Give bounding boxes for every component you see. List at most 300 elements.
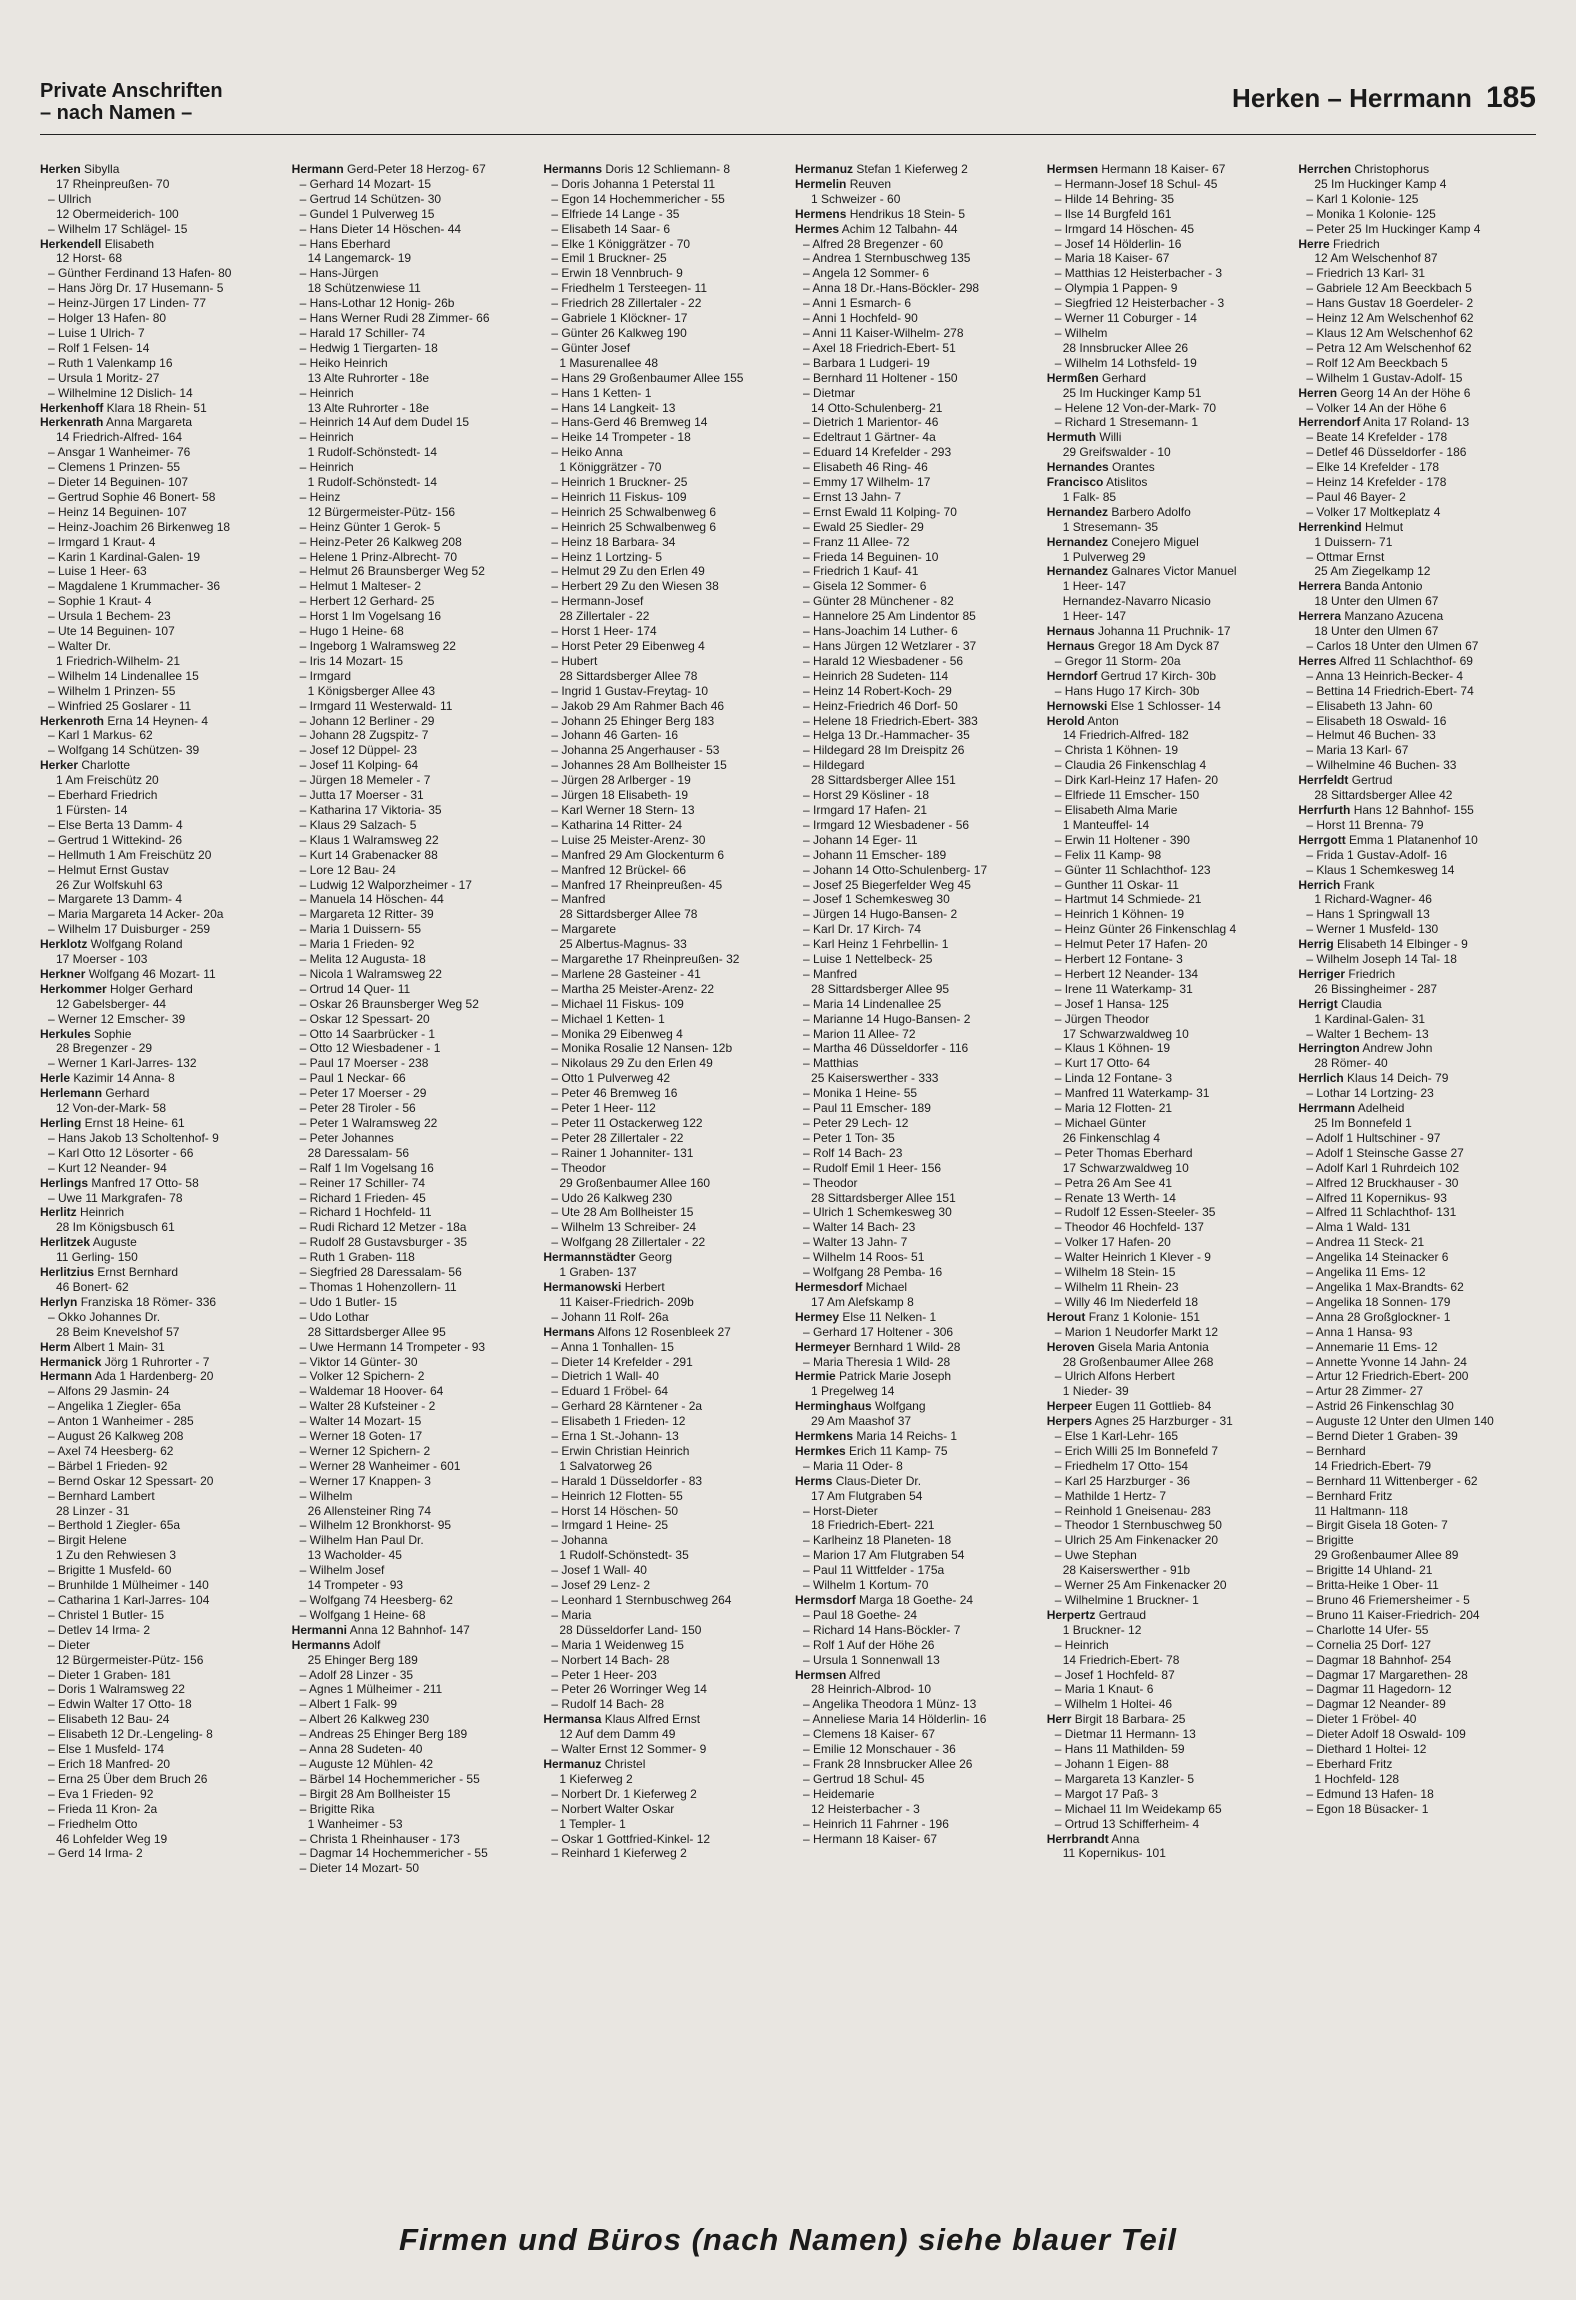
directory-entry: 28 Kaiserswerther - 91b <box>1062 1563 1191 1578</box>
directory-entry: – Elke 1 Königgrätzer - 70 <box>551 236 691 251</box>
directory-entry: – Eberhard Friedrich <box>48 788 158 803</box>
directory-entry: Hermann Ada 1 Hardenberg- 20 <box>40 1369 214 1384</box>
directory-entry: – Bruno 11 Kaiser-Friedrich- 204 <box>1306 1607 1480 1622</box>
surname: Hermes <box>795 221 840 236</box>
surname: Herrgott <box>1298 832 1346 847</box>
surname: Herkendell <box>40 236 102 251</box>
directory-entry: 1 Königsberger Allee 43 <box>307 683 436 698</box>
directory-entry: Herlemann Gerhard <box>40 1086 150 1101</box>
directory-entry: Herrig Elisabeth 14 Elbinger - 9 <box>1298 937 1468 952</box>
directory-entry: – Anna 13 Heinrich-Becker- 4 <box>1306 668 1464 683</box>
directory-entry: – Oskar 26 Braunsberger Weg 52 <box>299 996 479 1011</box>
directory-entry: – Wilhelm 1 Kortum- 70 <box>803 1578 929 1593</box>
directory-entry: – Rudi Richard 12 Metzer - 18a <box>299 1220 467 1235</box>
directory-entry: – Angelika 1 Max-Brandts- 62 <box>1306 1279 1464 1294</box>
surname: Hermansa <box>543 1712 602 1727</box>
directory-entry: 17 Rheinpreußen- 70 <box>56 176 170 191</box>
directory-entry: – Walter Dr. <box>48 639 111 653</box>
surname: Herndorf <box>1046 668 1098 683</box>
directory-entry: – Marion 17 Am Flutgraben 54 <box>803 1548 965 1563</box>
directory-entry: – Emilie 12 Monschauer - 36 <box>803 1742 956 1757</box>
directory-entry: – Erwin 18 Vennbruch- 9 <box>551 266 683 281</box>
directory-entry: – Lore 12 Bau- 24 <box>299 862 396 877</box>
directory-entry: – Mathilde 1 Hertz- 7 <box>1054 1488 1167 1503</box>
directory-entry: – Johanna <box>551 1533 608 1548</box>
directory-entry: 1 Pulverweg 29 <box>1062 549 1146 564</box>
directory-entry: Herrera Manzano Azucena <box>1298 609 1444 624</box>
surname: Hermey <box>795 1309 840 1324</box>
directory-entry: – Magdalene 1 Krummacher- 36 <box>48 579 221 594</box>
directory-entry: – Dagmar 11 Hagedorn- 12 <box>1306 1682 1452 1697</box>
directory-entry: – Heinrich <box>299 460 354 475</box>
directory-entry: Hermie Patrick Marie Joseph <box>795 1369 952 1384</box>
directory-entry: 26 Zur Wolfskuhl 63 <box>56 877 163 892</box>
directory-entry: – Angelika 11 Ems- 12 <box>1306 1265 1426 1280</box>
surname: Herrchen <box>1298 162 1352 176</box>
directory-entry: – Doris Johanna 1 Peterstal 11 <box>551 176 716 191</box>
directory-entry: 28 Sittardsberger Allee 78 <box>559 907 698 922</box>
directory-entry: – Heinz-Jürgen 17 Linden- 77 <box>48 296 207 311</box>
directory-entry: – Ansgar 1 Wanheimer- 76 <box>48 445 191 460</box>
directory-entry: 14 Friedrich-Ebert- 78 <box>1062 1652 1180 1667</box>
surname: Herminghaus <box>795 1399 872 1414</box>
directory-entry: – Okko Johannes Dr. <box>48 1309 161 1324</box>
directory-entry: – Heinz <box>299 489 341 504</box>
directory-entry: – Werner 1 Musfeld- 130 <box>1306 922 1439 937</box>
directory-entry: 28 Zillertaler - 22 <box>559 609 650 624</box>
directory-entry: – Edmund 13 Hafen- 18 <box>1306 1786 1434 1801</box>
directory-entry: – August 26 Kalkweg 208 <box>48 1429 184 1444</box>
directory-entry: – Werner 25 Am Finkenacker 20 <box>1054 1578 1227 1593</box>
directory-entry: – Helmut 46 Buchen- 33 <box>1306 728 1436 743</box>
directory-entry: – Brigitte 14 Uhland- 21 <box>1306 1563 1433 1578</box>
directory-entry: 25 Albertus-Magnus- 33 <box>559 937 687 952</box>
directory-entry: – Kurt 14 Grabenacker 88 <box>299 847 438 862</box>
directory-entry: – Norbert Walter Oskar <box>551 1801 675 1816</box>
directory-entry: – Waldemar 18 Hoover- 64 <box>299 1384 444 1399</box>
directory-entry: – Werner 11 Coburger - 14 <box>1054 311 1197 326</box>
section-label-line1: Private Anschriften <box>40 80 223 102</box>
surname: Herrera <box>1298 579 1342 594</box>
directory-entry: – Michael 11 Fiskus- 109 <box>551 996 684 1011</box>
directory-entry: Hermanuz Stefan 1 Kieferweg 2 <box>795 162 968 176</box>
directory-entry: – Johann 1 Eigen- 88 <box>1054 1756 1169 1771</box>
surname: Hermannstädter <box>543 1250 636 1265</box>
directory-entry: – Friedhelm 17 Otto- 154 <box>1054 1458 1189 1473</box>
directory-entry: – Angelika 14 Steinacker 6 <box>1306 1250 1449 1265</box>
directory-entry: 46 Lohfelder Weg 19 <box>56 1831 168 1846</box>
directory-entry: – Richard 1 Frieden- 45 <box>299 1190 426 1205</box>
directory-entry: – Horst 29 Kösliner - 18 <box>803 788 930 803</box>
directory-entry: – Elisabeth 12 Dr.-Lengeling- 8 <box>48 1727 213 1742</box>
directory-entry: 12 Am Welschenhof 87 <box>1314 251 1438 266</box>
directory-entry: – Friedrich 28 Zillertaler - 22 <box>551 296 702 311</box>
directory-entry: – Cornelia 25 Dorf- 127 <box>1306 1637 1432 1652</box>
directory-entry: Hernowski Else 1 Schlosser- 14 <box>1046 698 1221 713</box>
directory-entry: Herpers Agnes 25 Harzburger - 31 <box>1046 1414 1233 1429</box>
directory-entry: Hermßen Gerhard <box>1046 370 1147 385</box>
directory-entry: – Britta-Heike 1 Ober- 11 <box>1306 1578 1439 1593</box>
directory-entry: – Peter 26 Worringer Weg 14 <box>551 1682 707 1697</box>
directory-entry: – Uwe 11 Markgrafen- 78 <box>48 1190 183 1205</box>
directory-entry: 1 Bruckner- 12 <box>1062 1622 1142 1637</box>
directory-entry: – Peter 29 Lech- 12 <box>803 1116 909 1130</box>
directory-entry: – Heike 14 Trompeter - 18 <box>551 430 691 445</box>
directory-entry: 17 Schwarzwaldweg 10 <box>1062 1160 1189 1175</box>
surname: Hernandes <box>1046 460 1109 475</box>
directory-entry: – Katharina 14 Ritter- 24 <box>551 817 683 832</box>
directory-entry: – Wilhelm 17 Duisburger - 259 <box>48 922 211 937</box>
directory-entry: – Heinz Günter 1 Gerok- 5 <box>299 519 441 534</box>
directory-entry: – Margarethe 17 Rheinpreußen- 32 <box>551 952 740 967</box>
directory-entry: – Friedrich 1 Kauf- 41 <box>803 564 919 579</box>
directory-entry: – Anni 11 Kaiser-Wilhelm- 278 <box>803 325 964 340</box>
directory-entry: – Hellmuth 1 Am Freischütz 20 <box>48 847 212 862</box>
directory-entry: Hermens Hendrikus 18 Stein- 5 <box>795 206 966 221</box>
surname: Herrigt <box>1298 996 1338 1011</box>
directory-entry: 28 Innsbrucker Allee 26 <box>1062 340 1189 355</box>
directory-entry: – Günter 11 Schlachthof- 123 <box>1054 862 1211 877</box>
surname: Hermkes <box>795 1443 846 1458</box>
directory-entry: – Peter 17 Moerser - 29 <box>299 1086 427 1101</box>
surname: Herling <box>40 1116 82 1130</box>
surname: Hermanick <box>40 1354 102 1369</box>
directory-entry: – Brunhilde 1 Mülheimer - 140 <box>48 1578 209 1593</box>
surname: Herrera <box>1298 609 1342 624</box>
directory-entry: – Iris 14 Mozart- 15 <box>299 653 404 668</box>
directory-entry: – Brigitte 1 Musfeld- 60 <box>48 1563 172 1578</box>
directory-entry: – Beate 14 Krefelder - 178 <box>1306 430 1448 445</box>
directory-entry: – Alfred 11 Kopernikus- 93 <box>1306 1190 1447 1205</box>
directory-entry: – Helmut 26 Braunsberger Weg 52 <box>299 564 485 579</box>
directory-entry: – Adolf 1 Steinsche Gasse 27 <box>1306 1145 1464 1160</box>
surname: Herpertz <box>1046 1607 1096 1622</box>
directory-entry: – Helene 12 Von-der-Mark- 70 <box>1054 400 1217 415</box>
surname: Herkenrath <box>40 415 104 430</box>
directory-entry: – Clemens 18 Kaiser- 67 <box>803 1727 936 1742</box>
directory-entry: – Walter 1 Bechem- 13 <box>1306 1026 1429 1041</box>
directory-entry: – Maria 1 Frieden- 92 <box>299 937 415 952</box>
directory-entry: – Johann 46 Garten- 16 <box>551 728 679 743</box>
directory-entry: – Dieter <box>48 1637 91 1652</box>
directory-entry: – Bruno 46 Friemersheimer - 5 <box>1306 1593 1470 1607</box>
directory-entry: – Friedhelm 1 Tersteegen- 11 <box>551 281 707 296</box>
surname: Hermsen <box>1046 162 1099 176</box>
directory-entry: 1 Hochfeld- 128 <box>1314 1771 1400 1786</box>
directory-entry: Herndorf Gertrud 17 Kirch- 30b <box>1046 668 1217 683</box>
directory-entry: – Nicola 1 Walramsweg 22 <box>299 966 442 981</box>
directory-entry: – Heinz 14 Beguinen- 107 <box>48 504 187 519</box>
directory-entry: – Adolf Karl 1 Ruhrdeich 102 <box>1306 1160 1460 1175</box>
directory-entry: – Emil 1 Bruckner- 25 <box>551 251 667 266</box>
surname: Herkenhoff <box>40 400 104 415</box>
directory-entry: – Hubert <box>551 653 598 668</box>
directory-entry: – Willy 46 Im Niederfeld 18 <box>1054 1294 1199 1309</box>
directory-entry: – Herbert 12 Gerhard- 25 <box>299 594 435 609</box>
directory-entry: – Peter 25 Im Huckinger Kamp 4 <box>1306 221 1481 236</box>
directory-entry: – Gabriele 12 Am Beeckbach 5 <box>1306 281 1472 296</box>
directory-entry: – Johanna 25 Angerhauser - 53 <box>551 743 720 758</box>
directory-entry: – Andrea 11 Steck- 21 <box>1306 1235 1425 1250</box>
directory-entry: – Gregor 11 Storm- 20a <box>1054 653 1181 668</box>
directory-entry: – Dieter 1 Graben- 181 <box>48 1667 171 1682</box>
directory-entry: – Anna 28 Sudeten- 40 <box>299 1742 423 1757</box>
surname: Herkner <box>40 966 86 981</box>
directory-entry: Hermsen Alfred <box>795 1667 881 1682</box>
directory-entry: – Eva 1 Frieden- 92 <box>48 1786 154 1801</box>
directory-entry: – Klaus 1 Schemkesweg 14 <box>1306 862 1455 877</box>
directory-entry: – Maria 13 Karl- 67 <box>1306 743 1409 758</box>
directory-entry: – Hans 1 Ketten- 1 <box>551 385 652 400</box>
directory-entry: – Heinz Günter 26 Finkenschlag 4 <box>1054 922 1237 937</box>
directory-entry: Hermanns Doris 12 Schliemann- 8 <box>543 162 731 176</box>
directory-entry: – Andrea 1 Sternbuschweg 135 <box>803 251 971 266</box>
directory-entry: – Elisabeth 46 Ring- 46 <box>803 460 928 475</box>
directory-entry: – Rudolf 12 Essen-Steeler- 35 <box>1054 1205 1216 1220</box>
surname: Hermanni <box>291 1622 348 1637</box>
directory-entry: – Otto 14 Saarbrücker - 1 <box>299 1026 436 1041</box>
directory-entry: Hermanns Adolf <box>291 1637 381 1652</box>
surname: Hermkens <box>795 1429 854 1444</box>
surname: Hermelin <box>795 176 847 191</box>
directory-entry: – Luise 25 Meister-Arenz- 30 <box>551 832 706 847</box>
directory-entry: 12 Obermeiderich- 100 <box>56 206 179 221</box>
directory-entry: – Else Berta 13 Damm- 4 <box>48 817 183 832</box>
directory-entry: – Siegfried 28 Daressalam- 56 <box>299 1265 462 1280</box>
directory-entry: – Thomas 1 Hohenzollern- 11 <box>299 1279 457 1294</box>
directory-entry: – Wilhelmine 12 Dislich- 14 <box>48 385 193 400</box>
directory-entry: 1 Königgrätzer - 70 <box>559 460 662 475</box>
directory-entry: – Wilhelm 17 Schlägel- 15 <box>48 221 188 236</box>
directory-entry: – Friedrich 13 Karl- 31 <box>1306 266 1426 281</box>
surname: Herker <box>40 758 79 773</box>
directory-entry: – Uwe Stephan <box>1054 1548 1137 1563</box>
directory-entry: – Hans Jürgen 12 Wetzlarer - 37 <box>803 639 977 653</box>
surname: Hernowski <box>1046 698 1108 713</box>
directory-entry: – Heinrich <box>299 385 354 400</box>
surname: Herle <box>40 1071 71 1086</box>
directory-entry: – Horst 14 Höschen- 50 <box>551 1503 679 1518</box>
directory-entry: Herpertz Gertraud <box>1046 1607 1147 1622</box>
directory-entry: – Bernhard 11 Wittenberger - 62 <box>1306 1473 1478 1488</box>
directory-entry: – Klaus 1 Walramsweg 22 <box>299 832 439 847</box>
directory-entry: – Egon 18 Büsacker- 1 <box>1306 1801 1429 1816</box>
directory-entry: – Annemarie 11 Ems- 12 <box>1306 1339 1438 1354</box>
directory-entry: Herkenrath Anna Margareta <box>40 415 193 430</box>
directory-entry: 46 Bonert- 62 <box>56 1279 129 1294</box>
directory-entry: – Heinrich 14 Auf dem Dudel 15 <box>299 415 470 430</box>
directory-entry: – Heinrich <box>299 430 354 445</box>
directory-entry: 28 Sittardsberger Allee 78 <box>559 668 698 683</box>
page-header <box>40 80 1536 132</box>
directory-entry: – Udo Lothar <box>299 1309 370 1324</box>
directory-entry: – Monika 29 Eibenweg 4 <box>551 1026 683 1041</box>
directory-entry: – Erwin Christian Heinrich <box>551 1443 690 1458</box>
surname: Herrendorf <box>1298 415 1361 430</box>
directory-entry: – Wilhelm <box>1054 325 1108 340</box>
directory-entry: – Heinrich 1 Bruckner- 25 <box>551 475 688 490</box>
directory-entry: – Maria 12 Flotten- 21 <box>1054 1101 1173 1116</box>
directory-entry: Herken Sibylla <box>40 162 120 176</box>
directory-entry: – Richard 1 Hochfeld- 11 <box>299 1205 432 1220</box>
directory-entry: – Karl Dr. 17 Kirch- 74 <box>803 922 922 937</box>
directory-entry: – Wilhelm 18 Stein- 15 <box>1054 1265 1176 1280</box>
directory-entry: 12 Heisterbacher - 3 <box>811 1801 920 1816</box>
column-3 <box>543 162 781 2212</box>
directory-entry: – Berthold 1 Ziegler- 65a <box>48 1518 181 1533</box>
directory-entry: – Dieter 14 Beguinen- 107 <box>48 475 189 490</box>
directory-entry: – Hedwig 1 Tiergarten- 18 <box>299 340 438 355</box>
directory-entry: – Richard 1 Stresemann- 1 <box>1054 415 1199 430</box>
directory-entry: – Ute 14 Beguinen- 107 <box>48 624 175 639</box>
surname: Herrbrandt <box>1046 1831 1109 1846</box>
directory-entry: – Elisabeth 18 Oswald- 16 <box>1306 713 1447 728</box>
directory-entry: – Hans Jakob 13 Scholtenhof- 9 <box>48 1130 219 1145</box>
directory-entry: – Birgit Gisela 18 Goten- 7 <box>1306 1518 1448 1533</box>
directory-entry: 25 Im Bonnefeld 1 <box>1314 1116 1412 1130</box>
directory-entry: – Dietrich 1 Wall- 40 <box>551 1369 659 1384</box>
directory-entry: – Albert 1 Falk- 99 <box>299 1697 398 1712</box>
directory-entry: – Wilhelm 14 Lothsfeld- 19 <box>1054 355 1197 370</box>
directory-entry: – Angelika 1 Ziegler- 65a <box>48 1399 181 1414</box>
directory-entry: – Dagmar 18 Bahnhof- 254 <box>1306 1652 1452 1667</box>
directory-entry: – Renate 13 Werth- 14 <box>1054 1190 1176 1205</box>
directory-entry: – Alfred 12 Bruckhauser - 30 <box>1306 1175 1459 1190</box>
directory-entry: – Adolf 28 Linzer - 35 <box>299 1667 414 1682</box>
directory-entry: – Martha 46 Düsseldorfer - 116 <box>803 1041 969 1056</box>
surname: Herriger <box>1298 966 1346 981</box>
directory-entry: – Bernhard Fritz <box>1306 1488 1393 1503</box>
directory-entry: – Hans Jörg Dr. 17 Husemann- 5 <box>48 281 224 296</box>
surname: Hernaus <box>1046 639 1095 653</box>
directory-entry: – Irmgard <box>299 668 352 683</box>
directory-entry: – Volker 14 An der Höhe 6 <box>1306 400 1447 415</box>
directory-entry: – Johann 11 Rolf- 26a <box>551 1309 669 1324</box>
directory-entry: – Petra 26 Am See 41 <box>1054 1175 1173 1190</box>
directory-entry: – Hermann 18 Kaiser- 67 <box>803 1831 938 1846</box>
directory-entry: – Gertrud Sophie 46 Bonert- 58 <box>48 489 216 504</box>
directory-entry: – Wilhelm 1 Prinzen- 55 <box>48 683 176 698</box>
directory-entry: – Jürgen 18 Elisabeth- 19 <box>551 788 689 803</box>
footer-note: Firmen und Büros (nach Namen) siehe blauer Teil <box>399 2222 1177 2257</box>
directory-entry: – Christel 1 Butler- 15 <box>48 1607 165 1622</box>
directory-entry: – Detlev 14 Irma- 2 <box>48 1622 151 1637</box>
directory-entry: – Wilhelm Joseph 14 Tal- 18 <box>1306 952 1457 967</box>
directory-entry: – Manfred <box>803 966 858 981</box>
directory-entry: – Erna 25 Über dem Bruch 26 <box>48 1771 208 1786</box>
directory-entry: – Wilhelm 11 Rhein- 23 <box>1054 1279 1179 1294</box>
directory-entry: Hermsdorf Marga 18 Goethe- 24 <box>795 1593 974 1607</box>
surname: Hernandez <box>1046 534 1109 549</box>
directory-entry: – Wolfgang 74 Heesberg- 62 <box>299 1593 453 1607</box>
directory-entry: Herkendell Elisabeth <box>40 236 155 251</box>
directory-entry: – Johann 14 Eger- 11 <box>803 832 918 847</box>
directory-entry: – Gundel 1 Pulverweg 15 <box>299 206 435 221</box>
directory-entry: 11 Kaiser-Friedrich- 209b <box>559 1294 694 1309</box>
directory-entry: – Manfred 17 Rheinpreußen- 45 <box>551 877 723 892</box>
surname: Francisco <box>1046 475 1104 490</box>
directory-entry: – Ulrich Alfons Herbert <box>1054 1369 1175 1384</box>
directory-entry: – Hans-Jürgen <box>299 266 379 281</box>
directory-entry: 25 Am Ziegelkamp 12 <box>1314 564 1431 579</box>
directory-entry: – Horst 1 Heer- 174 <box>551 624 657 639</box>
directory-entry: – Alma 1 Wald- 131 <box>1306 1220 1411 1235</box>
directory-entry: – Josef 1 Schemkesweg 30 <box>803 892 950 907</box>
directory-entry: 12 Von-der-Mark- 58 <box>56 1101 167 1116</box>
directory-entry: – Theodor <box>803 1175 858 1190</box>
directory-entry: – Gerd 14 Irma- 2 <box>48 1846 143 1861</box>
directory-entry: – Peter 11 Ostackerweg 122 <box>551 1116 703 1130</box>
directory-entry: Herlitzius Ernst Bernhard <box>40 1265 179 1280</box>
column-2 <box>292 162 530 2212</box>
directory-entry: – Otto 1 Pulverweg 42 <box>551 1071 671 1086</box>
directory-entry: – Hans-Joachim 14 Luther- 6 <box>803 624 958 639</box>
surname: Herkenroth <box>40 713 105 728</box>
directory-entry: 14 Otto-Schulenberg- 21 <box>811 400 943 415</box>
directory-entry: – Manfred <box>551 892 606 907</box>
directory-entry: – Irmgard 11 Westerwald- 11 <box>299 698 453 713</box>
directory-entry: – Else 1 Musfeld- 174 <box>48 1742 165 1757</box>
directory-entry: – Monika 1 Kolonie- 125 <box>1306 206 1436 221</box>
directory-entry: – Gunther 11 Oskar- 11 <box>1054 877 1179 892</box>
directory-entry: 25 Im Huckinger Kamp 4 <box>1314 176 1447 191</box>
directory-entry: Herpeer Eugen 11 Gottlieb- 84 <box>1046 1399 1212 1414</box>
directory-entry: – Helmut Ernst Gustav <box>48 862 169 877</box>
surname: Heroven <box>1046 1339 1095 1354</box>
directory-entry: – Herbert 12 Fontane- 3 <box>1054 952 1183 967</box>
directory-entry: – Johann 12 Berliner - 29 <box>299 713 435 728</box>
surname: Herrlich <box>1298 1071 1344 1086</box>
directory-entry: – Ottmar Ernst <box>1306 549 1385 564</box>
directory-entry: – Maria Theresia 1 Wild- 28 <box>803 1354 951 1369</box>
directory-entry: – Günter 28 Münchener - 82 <box>803 594 954 609</box>
directory-entry: – Gisela 12 Sommer- 6 <box>803 579 927 594</box>
directory-entry: – Anna 1 Tonhallen- 15 <box>551 1339 674 1354</box>
directory-entry: – Dietrich 1 Marientor- 46 <box>803 415 939 430</box>
directory-entry: – Dietmar <box>803 385 856 400</box>
directory-entry: 28 Römer- 40 <box>1314 1056 1388 1071</box>
directory-entry: – Christa 1 Köhnen- 19 <box>1054 743 1179 758</box>
directory-entry: – Bernd Oskar 12 Spessart- 20 <box>48 1473 214 1488</box>
directory-entry: – Maria 14 Lindenallee 25 <box>803 996 942 1011</box>
surname: Herlemann <box>40 1086 103 1101</box>
directory-entry: – Edeltraut 1 Gärtner- 4a <box>803 430 936 445</box>
directory-entry: – Margareta 13 Kanzler- 5 <box>1054 1771 1195 1786</box>
directory-entry: Herkner Wolfgang 46 Mozart- 11 <box>40 966 216 981</box>
directory-entry: – Gertrud 1 Wittekind- 26 <box>48 832 183 847</box>
directory-entry: – Josef 12 Düppel- 23 <box>299 743 418 758</box>
directory-entry: Hermansa Klaus Alfred Ernst <box>543 1712 701 1727</box>
directory-entry: 28 Beim Knevelshof 57 <box>56 1324 180 1339</box>
directory-entry: – Harald 17 Schiller- 74 <box>299 325 426 340</box>
directory-entry: – Marianne 14 Hugo-Bansen- 2 <box>803 1011 971 1026</box>
directory-entry: – Hermann-Josef <box>551 594 644 609</box>
directory-entry: – Paul 46 Bayer- 2 <box>1306 489 1406 504</box>
surname: Hermann <box>291 162 344 176</box>
directory-entry: 1 Heer- 147 <box>1062 579 1127 594</box>
directory-entry: – Rudolf Emil 1 Heer- 156 <box>803 1160 942 1175</box>
directory-entry: Hermanowski Herbert <box>543 1279 665 1294</box>
directory-entry: – Volker 12 Spichern- 2 <box>299 1369 425 1384</box>
surname: Herken <box>40 162 81 176</box>
directory-entry: – Bärbel 1 Frieden- 92 <box>48 1458 168 1473</box>
directory-entry: – Maria 1 Knaut- 6 <box>1054 1682 1154 1697</box>
directory-entry: 1 Graben- 137 <box>559 1265 637 1280</box>
directory-entry: – Irmgard 17 Hafen- 21 <box>803 802 928 817</box>
directory-entry: – Anni 1 Esmarch- 6 <box>803 296 912 311</box>
directory-entry: – Olympia 1 Pappen- 9 <box>1054 281 1178 296</box>
directory-entry: – Klaus 29 Salzach- 5 <box>299 817 417 832</box>
